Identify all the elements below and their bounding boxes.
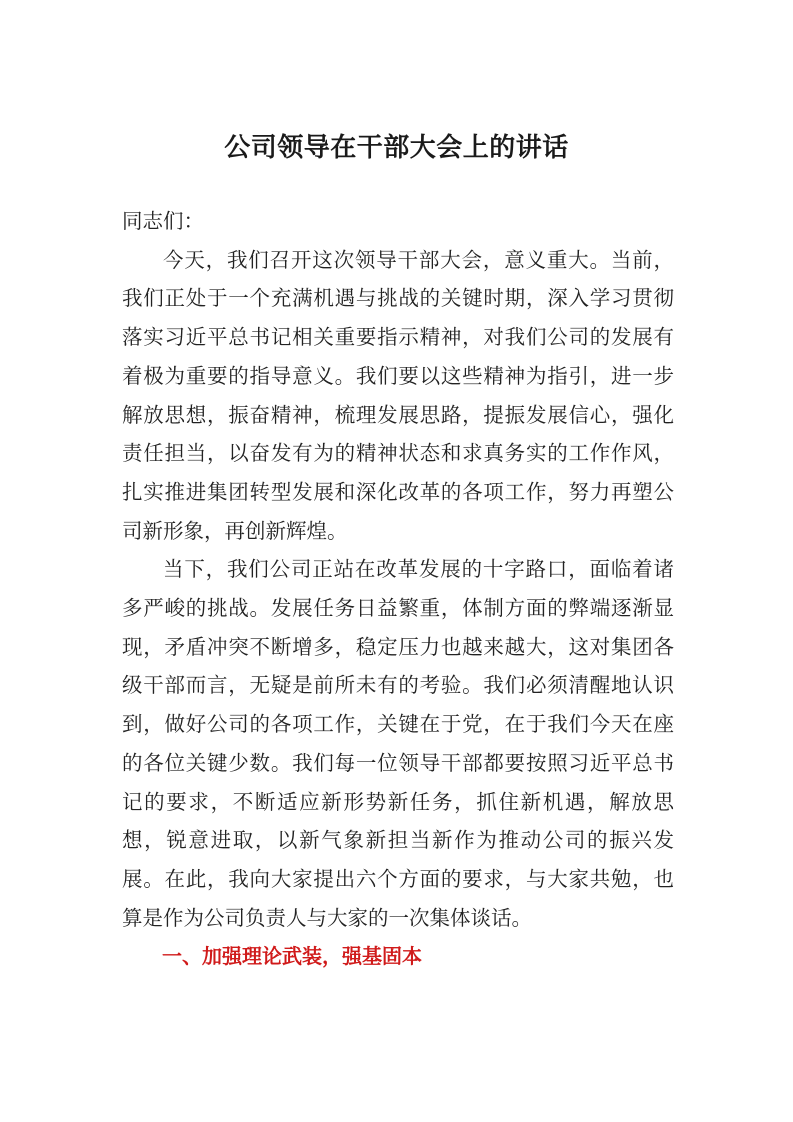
document-body (122, 202, 674, 976)
paragraph-2: 当下，我们公司正站在改革发展的十字路口，面临着诸多严峻的挑战。发展任务日益繁重，体制方面的弊端逐渐显现，矛盾冲突不断增多，稳定压力也越来越大，这对集团各级干部而言，无疑是前所未有的考验。我们必须清醒地认识到，做好公司的各项工作，关键在于党，在于我们今天在座的各位关键少数。我们每一位领导干部都要按照习近平总书记的要求，不断适应新形势新任务，抓住新机遇，解放思想，锐意进取，以新气象新担当新作为推动公司的振兴发展。在此，我向大家提出六个方面的要求，与大家共勉，也算是作为公司负责人与大家的一次集体谈话。 (122, 557, 674, 930)
paragraph-1: 今天，我们召开这次领导干部大会，意义重大。当前，我们正处于一个充满机遇与挑战的关键时期，深入学习贯彻落实习近平总书记相关重要指示精神，对我们公司的发展有着极为重要的指导意义。我们要以这些精神为指引，进一步解放思想，振奋精神，梳理发展思路，提振发展信心，强化责任担当，以奋发有为的精神状态和求真务实的工作作风，扎实推进集团转型发展和深化改革的各项工作，努力再塑公司新形象，再创新辉煌。 (122, 247, 674, 543)
salutation: 同志们： (122, 209, 204, 233)
section-heading-1: 一、加强理论武装，强基固本 (162, 944, 422, 969)
document-title: 公司领导在干部大会上的讲话 (224, 133, 569, 163)
